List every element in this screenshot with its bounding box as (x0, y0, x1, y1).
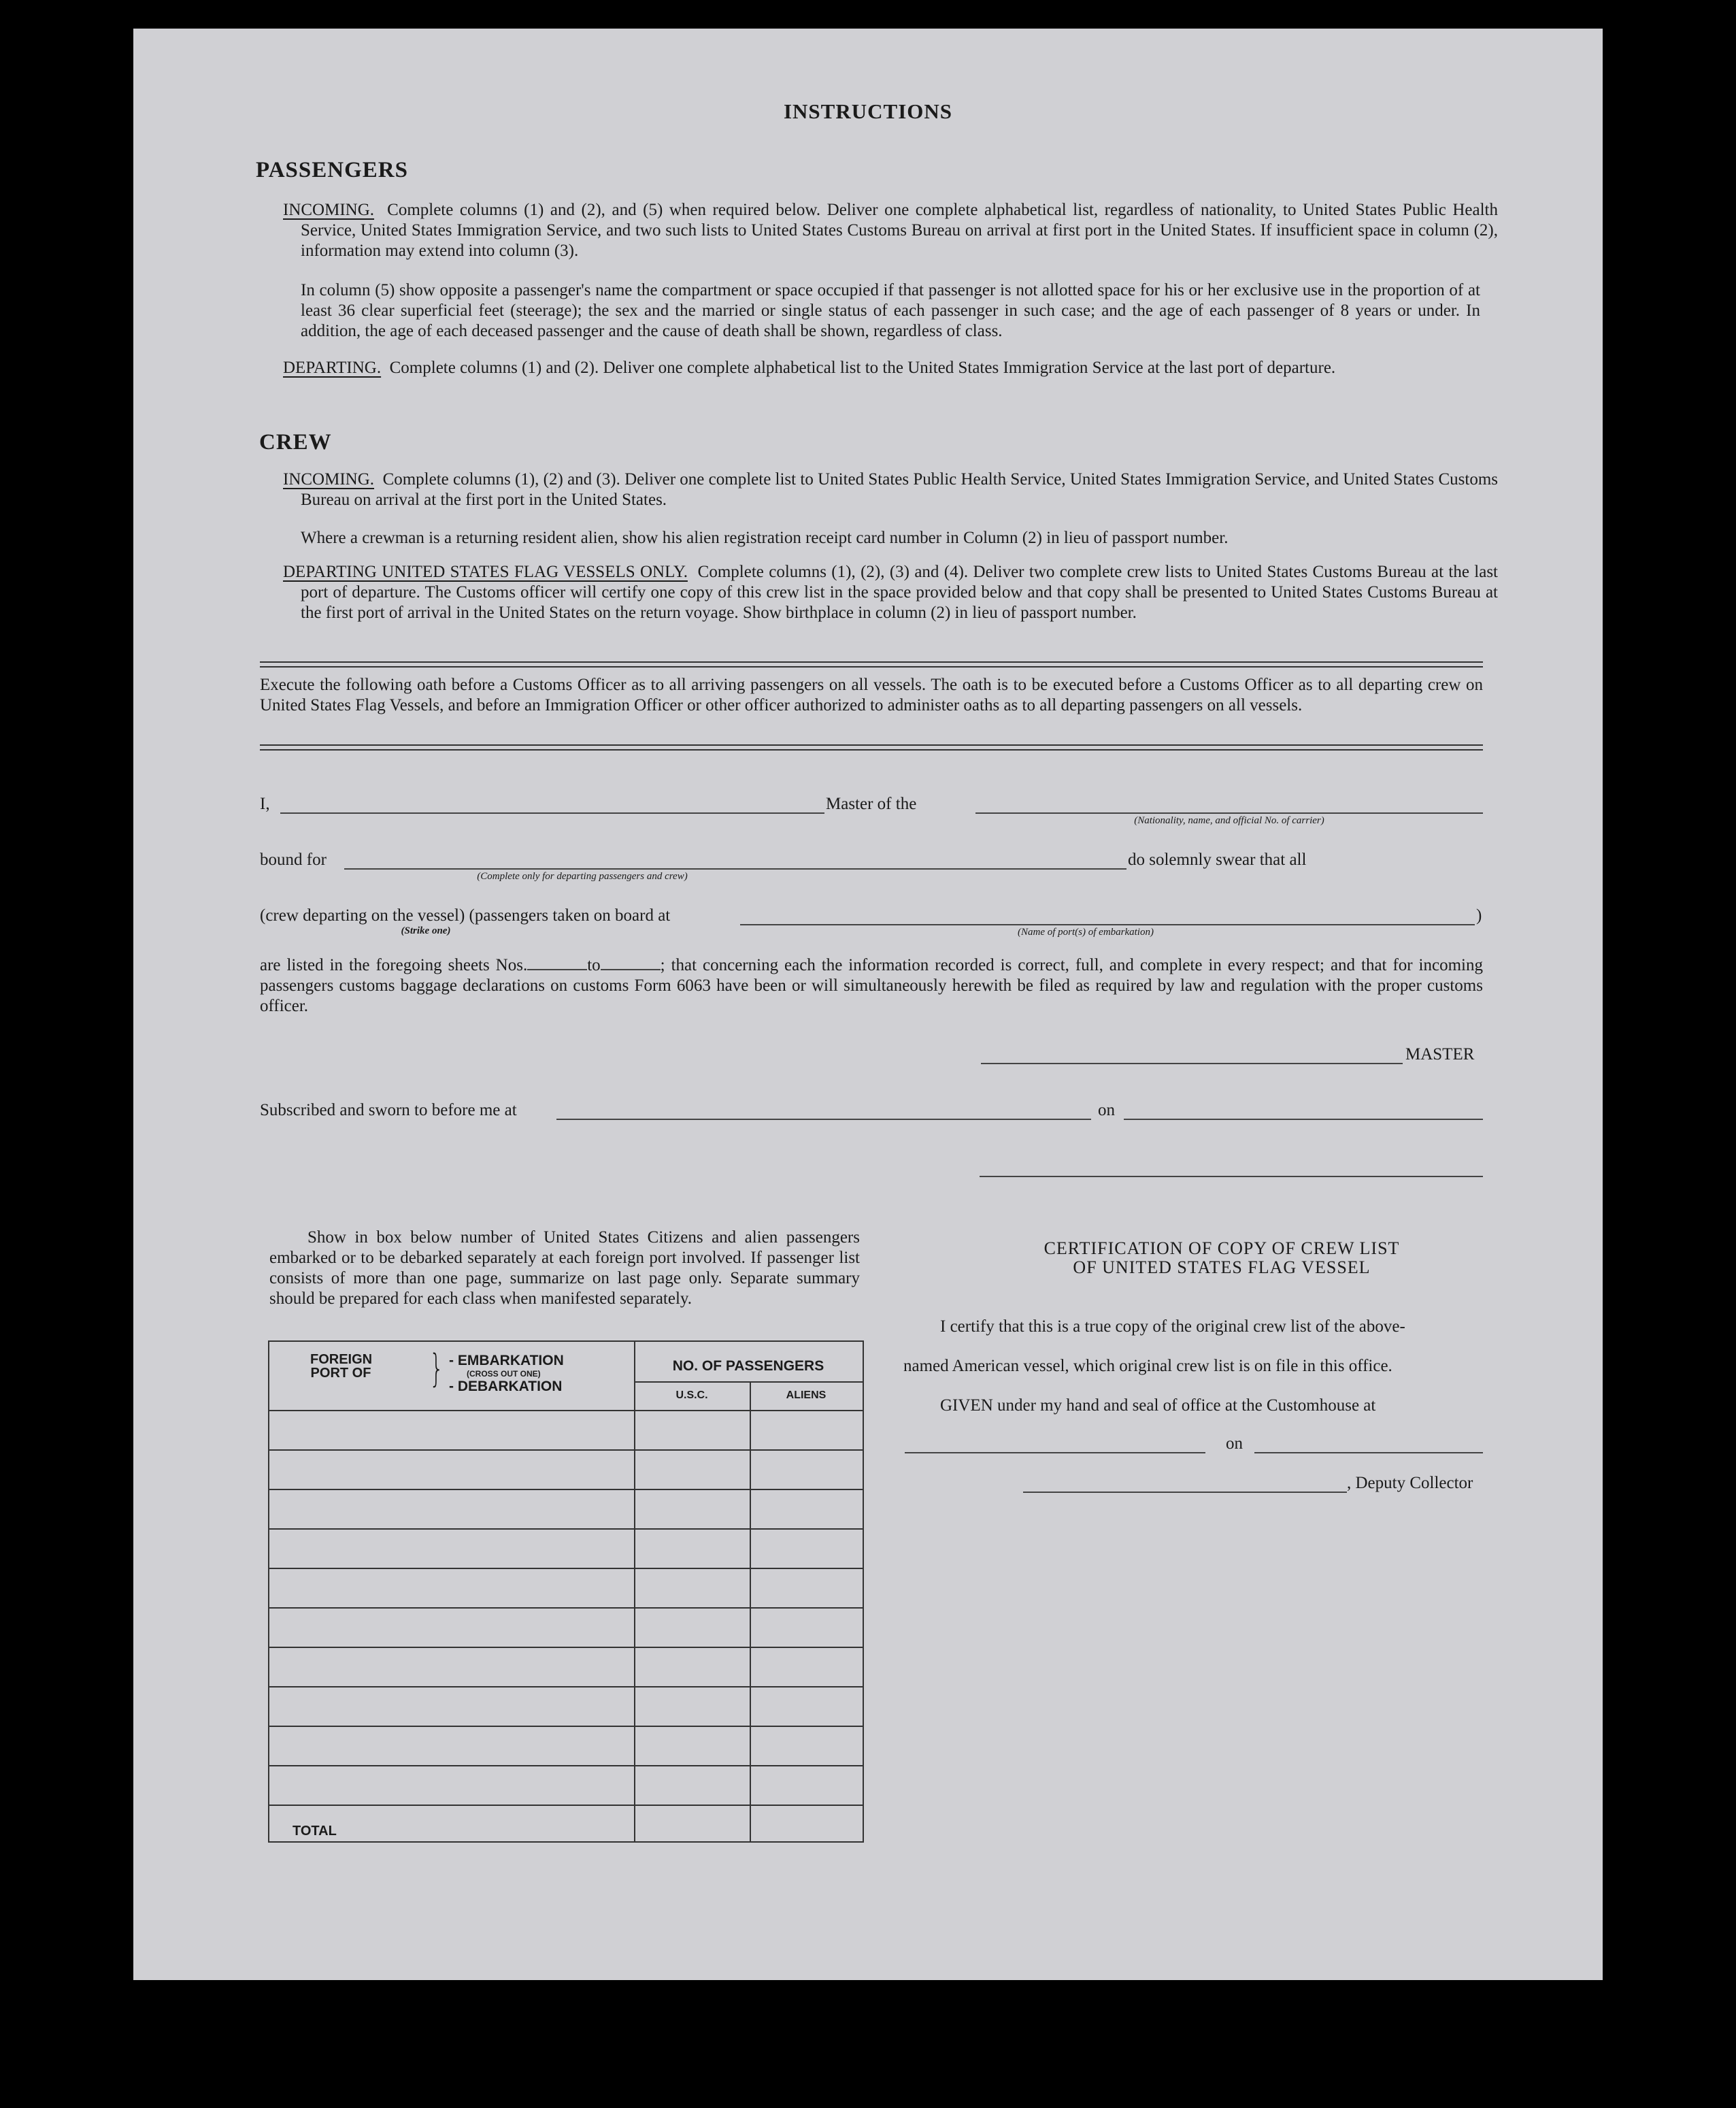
deputy-signature-line[interactable] (1023, 1492, 1347, 1493)
master-name-line[interactable] (280, 812, 824, 814)
oath-listed-to: to (587, 956, 601, 974)
certification-heading-2: OF UNITED STATES FLAG VESSEL (1073, 1257, 1371, 1277)
table-row-line (269, 1528, 863, 1530)
sheet-to-blank[interactable] (601, 969, 661, 970)
embark-ports-line[interactable] (740, 924, 1475, 925)
passengers-departing (283, 358, 1498, 378)
table-row-line (269, 1805, 863, 1806)
certification-date-line[interactable] (1254, 1452, 1483, 1453)
col-aliens: ALIENS (786, 1389, 827, 1401)
passengers-column5: In column (5) show opposite a passenger's name the compartment or space occupied if that passenger is not allotted space for his or her exclusive use in the proportion of at least 36 clear superficial feet (steerage); the sex and the married or single status of each passenger in such case; and the age of each passenger of 8 years or under. In addition, the age of each deceased passenger and the cause of death shall be shown, regardless of class. (301, 281, 1480, 340)
divider (260, 666, 1483, 668)
crew-incoming-text: Complete columns (1), (2) and (3). Deliver one complete list to United States Public Health Service, United States Immigration Service, and United States Customs Bureau on arrival at the first port in the United States. (301, 470, 1499, 509)
strike-one-note: (Strike one) (401, 925, 451, 936)
officer-signature-line[interactable] (980, 1176, 1483, 1177)
sheet-from-blank[interactable] (527, 969, 587, 970)
oath-instruction: Execute the following oath before a Customs Officer as to all arriving passengers on all vessels. The oath is to be executed before a Customs Officer as to all departing crew on United States Flag Vessels, and before an Immigration Officer or other officer authorized to administer oaths as to all departing passengers on all vessels. (260, 676, 1483, 714)
table-row-line (269, 1449, 863, 1451)
col-cross: (CROSS OUT ONE) (467, 1369, 541, 1379)
page-title: INSTRUCTIONS (783, 99, 952, 123)
carrier-line[interactable] (975, 812, 1483, 814)
passengers-incoming-label: INCOMING. (283, 201, 375, 219)
certification-line-3: GIVEN under my hand and seal of office at the Customhouse at (940, 1396, 1376, 1415)
header-split (634, 1381, 863, 1383)
table-row-line (269, 1607, 863, 1609)
col-usc: U.S.C. (675, 1389, 708, 1401)
oath-close-paren: ) (1476, 906, 1482, 925)
crew-resident: Where a crewman is a returning resident alien, show his alien registration receipt card number in Column (2) in lieu of passport number. (301, 529, 1229, 547)
master-signature-line[interactable] (981, 1063, 1403, 1064)
total-label: TOTAL (293, 1824, 337, 1839)
oath-master-of: Master of the (826, 795, 917, 813)
divider (260, 749, 1483, 751)
subscribed-on: on (1098, 1101, 1115, 1119)
subscribed-date-line[interactable] (1124, 1119, 1483, 1120)
master-label: MASTER (1405, 1045, 1475, 1064)
form-page (133, 29, 1603, 1980)
oath-listed (260, 955, 1483, 1017)
subscribed-label: Subscribed and sworn to before me at (260, 1101, 517, 1119)
crew-incoming-label: INCOMING. (283, 470, 375, 489)
col-embark: - EMBARKATION (449, 1353, 564, 1368)
certification-line-1: I certify that this is a true copy of the original crew list of the above- (940, 1317, 1405, 1336)
summary-instructions: Show in box below number of United States Citizens and alien passengers embarked or to be debarked separately at each foreign port involved. If passenger list consists of more than one page, summarize on last page only. Separate summary should be prepared for each class when manifested separately. (269, 1228, 860, 1308)
table-row-line (269, 1686, 863, 1687)
divider (260, 744, 1483, 746)
crew-departing-label: DEPARTING UNITED STATES FLAG VESSELS ONLY. (283, 563, 688, 581)
oath-listed-a: are listed in the foregoing sheets Nos. (260, 956, 528, 974)
ports-note: (Name of port(s) of embarkation) (1018, 927, 1154, 938)
deputy-label: , Deputy Collector (1347, 1474, 1473, 1492)
oath-swear: do solemnly swear that all (1128, 851, 1307, 869)
oath-listed-b: ; that concerning each the information recorded is correct, full, and complete in every respect; and that for incoming passengers customs baggage declarations on customs Form 6063 have been or will simultaneously herewith be filed as required by law and regulation with the proper customs officer. (260, 956, 1483, 1015)
crew-heading: CREW (259, 430, 332, 455)
table-row-line (269, 1489, 863, 1490)
passengers-departing-label: DEPARTING. (283, 359, 382, 377)
brace-icon: } (429, 1347, 444, 1391)
customhouse-line[interactable] (905, 1452, 1205, 1453)
table-row-line (269, 1568, 863, 1569)
table-row-line (269, 1765, 863, 1766)
oath-bound-for: bound for (260, 851, 327, 869)
certification-line-2: named American vessel, which original crew list is on file in this office. (903, 1357, 1392, 1375)
carrier-note: (Nationality, name, and official No. of carrier) (1134, 815, 1324, 826)
table-row-line (269, 1726, 863, 1727)
col-foreign: FOREIGN PORT OF (310, 1352, 373, 1381)
crew-incoming (283, 470, 1498, 510)
table-row-line (269, 1647, 863, 1648)
col-debark: - DEBARKATION (449, 1379, 563, 1394)
passenger-summary-table (268, 1340, 864, 1843)
passengers-heading: PASSENGERS (256, 158, 408, 182)
col-passengers: NO. OF PASSENGERS (672, 1358, 824, 1374)
passengers-incoming (283, 200, 1498, 261)
table-row-line (269, 1410, 863, 1411)
bound-note: (Complete only for departing passengers and crew) (477, 871, 688, 882)
oath-i: I, (260, 795, 270, 813)
subscribed-place-line[interactable] (556, 1119, 1091, 1120)
crew-departing (283, 562, 1498, 623)
crew-departing-text: Complete columns (1), (2), (3) and (4). Deliver two complete crew lists to United States Customs Bureau at the last port of departure. The Customs officer will certify one copy of this crew list in the space provided below and that copy shall be presented to United States Customs Bureau at the first port of arrival in the United States on the return voyage. Show birthplace in column (2) in lieu of passport number. (301, 563, 1498, 622)
divider (260, 661, 1483, 663)
passengers-departing-text: Complete columns (1) and (2). Deliver one complete alphabetical list to the United States Immigration Service at the last port of departure. (389, 359, 1336, 377)
passengers-incoming-text: Complete columns (1) and (2), and (5) when required below. Deliver one complete alphabetical list, regardless of nationality, to United States Public Health Service, United States Immigration Service, and two such lists to United States Customs Bureau on arrival at first port in the United States. If insufficient space in column (2), information may extend into column (3). (301, 201, 1498, 260)
oath-crew-passengers: (crew departing on the vessel) (passengers taken on board at (260, 906, 671, 925)
certification-heading-1: CERTIFICATION OF COPY OF CREW LIST (1044, 1238, 1400, 1258)
certification-on: on (1226, 1434, 1243, 1453)
bound-for-line[interactable] (344, 868, 1126, 870)
